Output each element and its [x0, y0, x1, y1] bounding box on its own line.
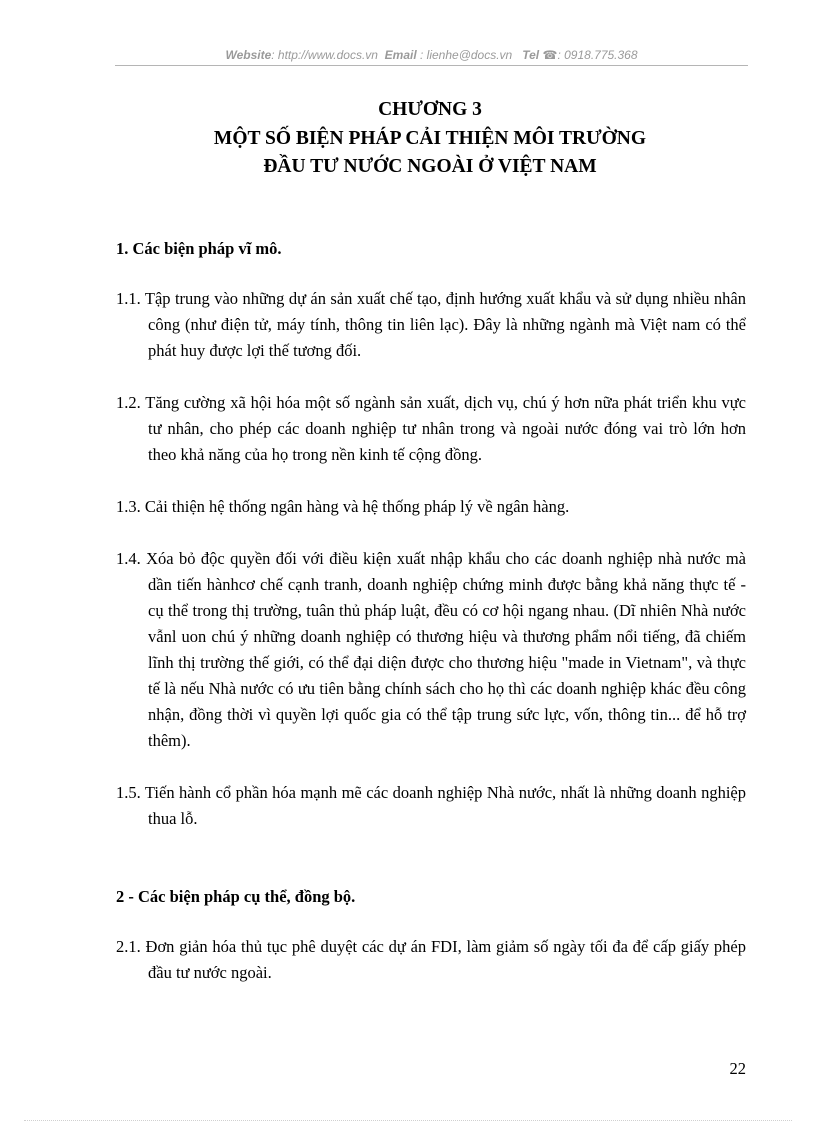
website-value: : http://www.docs.vn [271, 48, 378, 62]
list-item: 2.1. Đơn giản hóa thủ tục phê duyệt các dự án FDI, làm giảm số ngày tối đa để cấp giấy phép đầu tư nước ngoài. [116, 937, 746, 982]
page-header [115, 48, 748, 66]
document-body [116, 236, 746, 986]
section-2-heading: 2 - Các biện pháp cụ thể, đồng bộ. [116, 887, 356, 906]
footer-divider [24, 1120, 792, 1121]
chapter-title-line-2: ĐẦU TƯ NƯỚC NGOÀI Ở VIỆT NAM [263, 156, 597, 177]
section-1-heading: 1. Các biện pháp vĩ mô. [116, 239, 282, 258]
list-item: 1.2. Tăng cường xã hội hóa một số ngành sản xuất, dịch vụ, chú ý hơn nữa phát triển khu vực tư nhân, cho phép các doanh nghiệp tư nhân trong và ngoài nước đóng vai trò lớn hơn theo khả năng của họ trong nền kinh tế cộng đồng. [116, 393, 746, 464]
page-number: 22 [729, 1059, 746, 1078]
tel-label: Tel [522, 48, 540, 62]
list-item: 1.1. Tập trung vào những dự án sản xuất chế tạo, định hướng xuất khẩu và sử dụng nhiều nhân công (như điện tử, máy tính, thông tin liên lạc). Đây là những ngành mà Việt nam có thể phát huy được lợi thế tương đối. [116, 289, 746, 360]
email-value: : lienhe@docs.vn [420, 48, 513, 62]
chapter-title-line-1: MỘT SỐ BIỆN PHÁP CẢI THIỆN MÔI TRƯỜNG [213, 127, 647, 149]
list-item: 1.4. Xóa bỏ độc quyền đối với điều kiện xuất nhập khẩu cho các doanh nghiệp nhà nước mà dần tiến hànhcơ chế cạnh tranh, doanh nghiệp chứng minh được bằng khả năng thực tế - cụ thể trong thị trường, tuân thủ pháp luật, đều có cơ hội ngang nhau. (Dĩ nhiên Nhà nước vẫnl uon chú ý những doanh nghiệp có thương hiệu và thương phẩm nổi tiếng, đã chiếm lĩnh thị trường thế giới, có thể đại diện được cho thương hiệu "made in Vietnam", và thực tế là nếu Nhà nước có ưu tiên bằng chính sách cho họ thì các doanh nghiệp khác đều công nhận, đồng thời vì quyền lợi quốc gia có thể tập trung sức lực, vốn, thông tin... để hỗ trợ thêm). [116, 549, 746, 750]
chapter-title [115, 96, 745, 182]
website-label: Website [225, 48, 272, 62]
tel-value: : 0918.775.368 [557, 48, 638, 62]
chapter-number: CHƯƠNG 3 [378, 99, 482, 120]
email-label: Email [384, 48, 417, 62]
list-item: 1.5. Tiến hành cổ phần hóa mạnh mẽ các doanh nghiệp Nhà nước, nhất là những doanh nghiệp thua lỗ. [116, 783, 746, 828]
list-item: 1.3. Cải thiện hệ thống ngân hàng và hệ thống pháp lý về ngân hàng. [116, 497, 570, 516]
phone-icon: ☎ [542, 48, 558, 62]
